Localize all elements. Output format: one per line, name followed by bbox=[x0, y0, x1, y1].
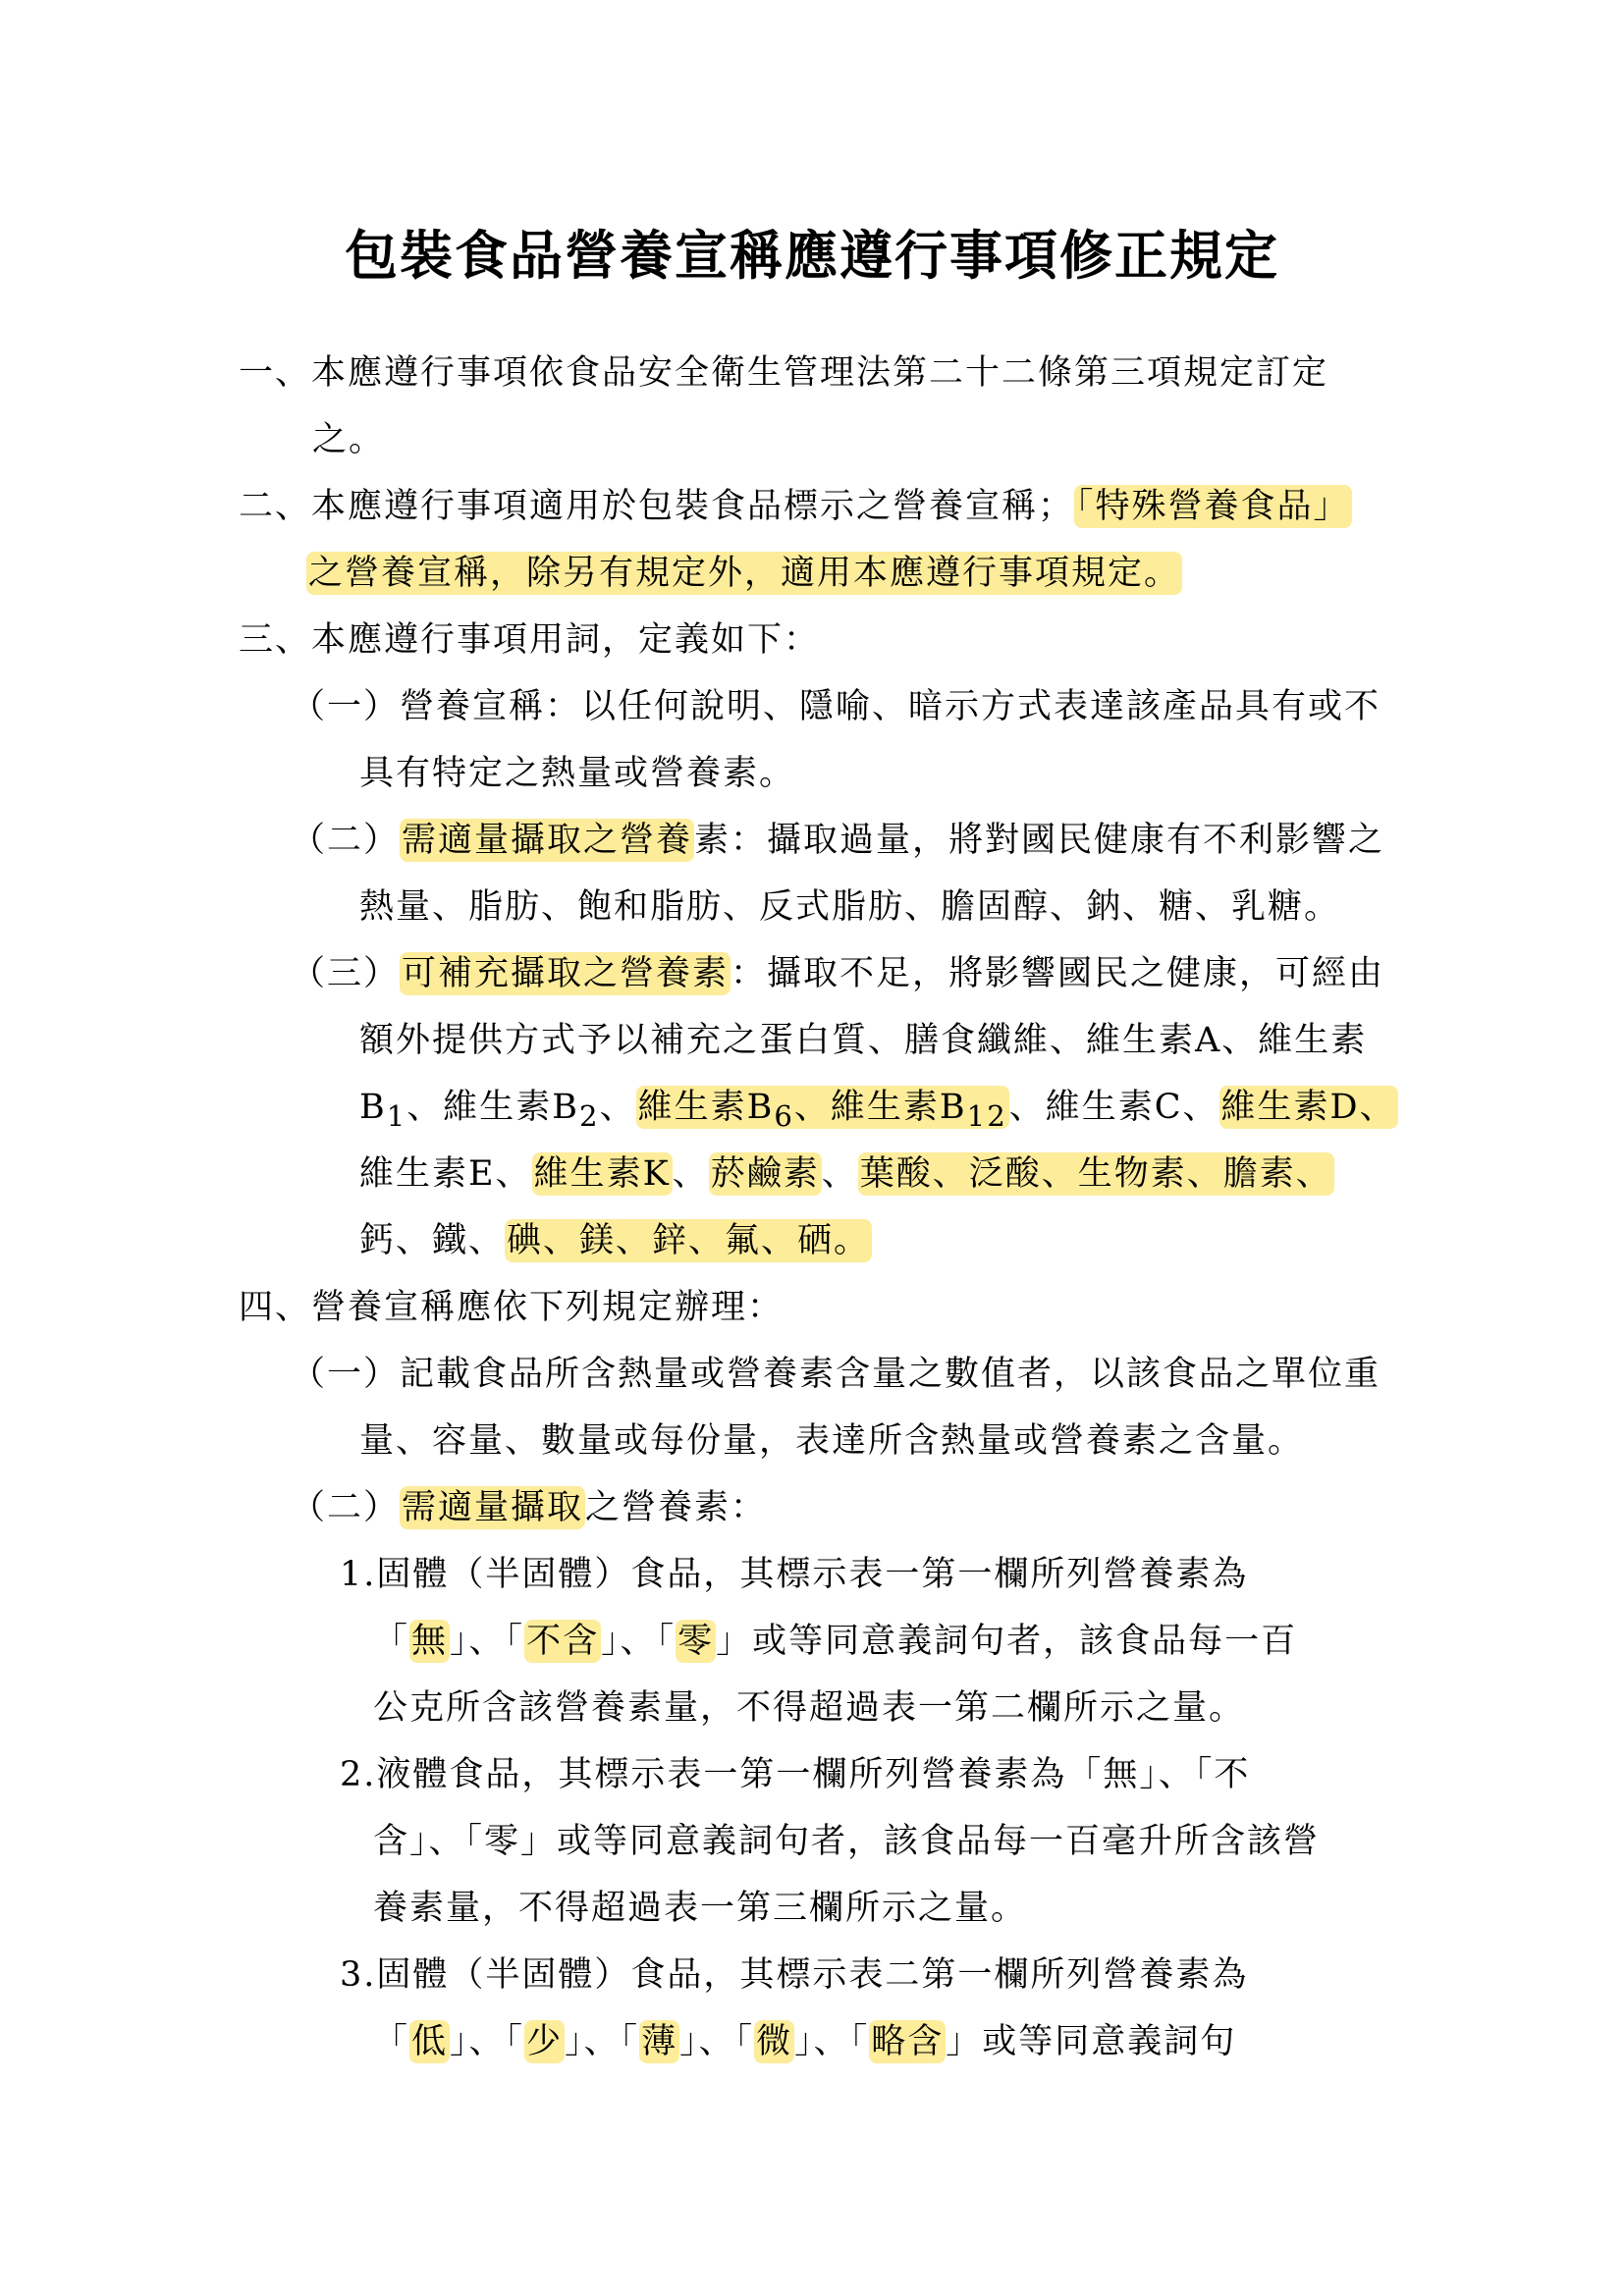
quote-close: 」、 bbox=[794, 2022, 850, 2061]
quote-close: 」、 bbox=[565, 2022, 621, 2061]
item-2-line-1 bbox=[239, 479, 1352, 528]
item-3-2-line-2: 熱量、脂肪、飽和脂肪、反式脂肪、膽固醇、鈉、糖、乳糖。 bbox=[359, 887, 1341, 927]
highlight-special-nutrition-food: 「特殊營養食品」 bbox=[1076, 487, 1350, 526]
item-1-line-1: 一、本應遵行事項依食品安全衛生管理法第二十二條第三項規定訂定 bbox=[239, 353, 1329, 393]
point-3-line-2 bbox=[373, 2014, 1236, 2063]
item-3-1-line-2: 具有特定之熱量或營養素。 bbox=[359, 754, 796, 793]
quote-open: 「 bbox=[505, 2022, 525, 2061]
quote-open: 「 bbox=[734, 2022, 755, 2061]
item-4-2-line-1 bbox=[291, 1480, 767, 1529]
vitamin-b2-subscript: 2 bbox=[579, 1099, 600, 1133]
item-2-text: 二、本應遵行事項適用於包裝食品標示之營養宣稱； bbox=[239, 487, 1075, 526]
separator: 、 bbox=[599, 1088, 636, 1127]
item-2-line-2 bbox=[306, 546, 1182, 595]
quote-open: 「 bbox=[656, 1622, 677, 1661]
item-3-3-prefix: （三） bbox=[291, 954, 401, 993]
point-1-line-2 bbox=[373, 1614, 1297, 1663]
vitamin-b6-subscript: 6 bbox=[774, 1099, 794, 1133]
highlight-word-thin: 薄 bbox=[641, 2022, 678, 2061]
vitamin-b1-text: B bbox=[359, 1088, 387, 1127]
item-3-3-line-4 bbox=[359, 1147, 1334, 1196]
item-3-3-line-1 bbox=[291, 946, 1384, 995]
quote-open: 「 bbox=[849, 2022, 870, 2061]
highlight-restricted-nutrients: 需適量攝取之營養 bbox=[402, 821, 693, 860]
quote-open: 「 bbox=[620, 2022, 640, 2061]
highlight-word-none: 無 bbox=[411, 1622, 449, 1661]
vitamin-e-text: 維生素E、 bbox=[359, 1154, 532, 1194]
highlight-supplementary-nutrients: 可補充攝取之營養素 bbox=[402, 954, 730, 993]
point-3-text: 」或等同意義詞句 bbox=[946, 2022, 1237, 2061]
highlight-restricted-intake: 需適量攝取 bbox=[402, 1488, 584, 1527]
highlight-vitamin-k: 維生素K bbox=[533, 1154, 671, 1194]
quote-close: 」、 bbox=[450, 1622, 506, 1661]
point-1-text: 」或等同意義詞句者，該食品每一百 bbox=[716, 1622, 1298, 1661]
separator: 、 bbox=[672, 1154, 709, 1194]
item-1-line-2: 之。 bbox=[312, 420, 386, 459]
vitamin-b6-text: 維生素B bbox=[637, 1088, 775, 1127]
highlight-folate-etc: 葉酸、泛酸、生物素、膽素、 bbox=[859, 1154, 1332, 1194]
highlight-word-zero: 零 bbox=[677, 1622, 715, 1661]
item-3-2-line-1 bbox=[291, 813, 1384, 862]
quote-close: 」、 bbox=[679, 2022, 735, 2061]
point-1-line-1: 1.固體（半固體）食品，其標示表一第一欄所列營養素為 bbox=[340, 1555, 1249, 1594]
highlight-vitamin-d: 維生素D、 bbox=[1220, 1088, 1396, 1127]
item-4-1-line-1: （一）記載食品所含熱量或營養素含量之數值者，以該食品之單位重 bbox=[291, 1355, 1381, 1394]
highlight-word-slight: 微 bbox=[756, 2022, 793, 2061]
point-2-line-2: 含」、「零」或等同意義詞句者，該食品每一百毫升所含該營 bbox=[373, 1822, 1321, 1861]
quote-open: 「 bbox=[373, 1622, 410, 1661]
item-3-3-line-2: 額外提供方式予以補充之蛋白質、膳食纖維、維生素A、維生素 bbox=[359, 1021, 1368, 1060]
point-3-line-1: 3.固體（半固體）食品，其標示表二第一欄所列營養素為 bbox=[340, 1955, 1249, 1995]
highlight-word-less: 少 bbox=[526, 2022, 564, 2061]
calcium-iron-text: 鈣、鐵、 bbox=[359, 1221, 506, 1260]
item-3-heading: 三、本應遵行事項用詞，定義如下： bbox=[239, 620, 821, 660]
vitamin-b1-subscript: 1 bbox=[386, 1099, 407, 1133]
highlight-word-low: 低 bbox=[411, 2022, 449, 2061]
item-3-3-line-3 bbox=[359, 1080, 1398, 1133]
highlight-word-not-contain: 不含 bbox=[526, 1622, 600, 1661]
document-title: 包裝食品營養宣稱應遵行事項修正規定 bbox=[345, 224, 1279, 287]
item-3-1-line-1: （一）營養宣稱：以任何說明、隱喻、暗示方式表達該產品具有或不 bbox=[291, 687, 1381, 726]
quote-open: 「 bbox=[373, 2022, 410, 2061]
vitamin-b12-text: 、維生素B bbox=[793, 1088, 967, 1127]
highlight-vitamin-b6-b12 bbox=[636, 1086, 1009, 1133]
item-4-2-prefix: （二） bbox=[291, 1488, 401, 1527]
quote-close: 」、 bbox=[601, 1622, 657, 1661]
point-2-line-3: 養素量，不得超過表一第三欄所示之量。 bbox=[373, 1889, 1028, 1928]
highlight-minerals: 碘、鎂、鋅、氟、硒。 bbox=[507, 1221, 871, 1260]
separator: 、 bbox=[821, 1154, 858, 1194]
vitamin-b12-subscript: 12 bbox=[966, 1099, 1007, 1133]
item-4-heading: 四、營養宣稱應依下列規定辦理： bbox=[239, 1288, 785, 1327]
item-4-1-line-2: 量、容量、數量或每份量，表達所含熱量或營養素之含量。 bbox=[359, 1421, 1305, 1461]
item-4-2-text: 之營養素： bbox=[585, 1488, 768, 1527]
quote-open: 「 bbox=[505, 1622, 525, 1661]
point-1-line-3: 公克所含該營養素量，不得超過表一第二欄所示之量。 bbox=[373, 1688, 1246, 1728]
highlight-niacin: 菸鹼素 bbox=[710, 1154, 820, 1194]
highlight-item-2-continuation: 之營養宣稱，除另有規定外，適用本應遵行事項規定。 bbox=[308, 554, 1181, 593]
item-3-2-text: 素：攝取過量，將對國民健康有不利影響之 bbox=[694, 821, 1385, 860]
vitamin-b2-text: 、維生素B bbox=[406, 1088, 580, 1127]
point-2-line-1: 2.液體食品，其標示表一第一欄所列營養素為「無」、「不 bbox=[340, 1755, 1251, 1794]
highlight-word-slightly-contain: 略含 bbox=[871, 2022, 945, 2061]
vitamin-c-text: 、維生素C、 bbox=[1008, 1088, 1219, 1127]
item-3-3-text: ：攝取不足，將影響國民之健康，可經由 bbox=[731, 954, 1385, 993]
quote-close: 」、 bbox=[450, 2022, 506, 2061]
item-3-2-prefix: （二） bbox=[291, 821, 401, 860]
item-3-3-line-5 bbox=[359, 1213, 872, 1262]
